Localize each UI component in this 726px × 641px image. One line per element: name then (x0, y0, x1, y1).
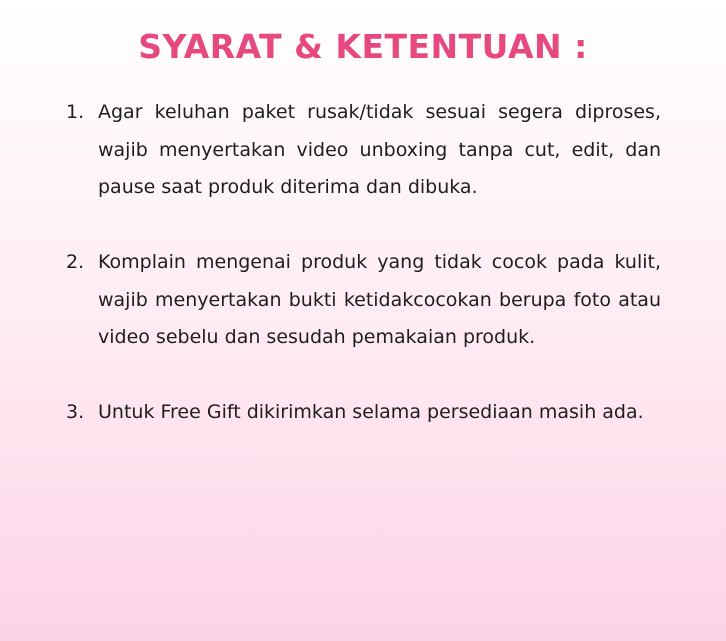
term-number: 1. (66, 101, 85, 123)
term-item-3 (0, 394, 726, 432)
term-number: 3. (66, 401, 85, 423)
term-item-1 (0, 94, 726, 207)
page-title: SYARAT & KETENTUAN : (138, 27, 588, 66)
term-text: Untuk Free Gift dikirimkan selama persediaan masih ada. (98, 401, 644, 423)
term-text: Komplain mengenai produk yang tidak cocok pada kulit, wajib menyertakan bukti ketidakcocokan berupa foto atau video sebelu dan sesudah pemakaian produk. (98, 251, 661, 348)
term-item-2 (0, 244, 726, 357)
term-text: Agar keluhan paket rusak/tidak sesuai segera diproses, wajib menyertakan video unboxing tanpa cut, edit, dan pause saat produk diterima dan dibuka. (98, 101, 661, 198)
terms-list (0, 94, 726, 432)
term-number: 2. (66, 251, 85, 273)
